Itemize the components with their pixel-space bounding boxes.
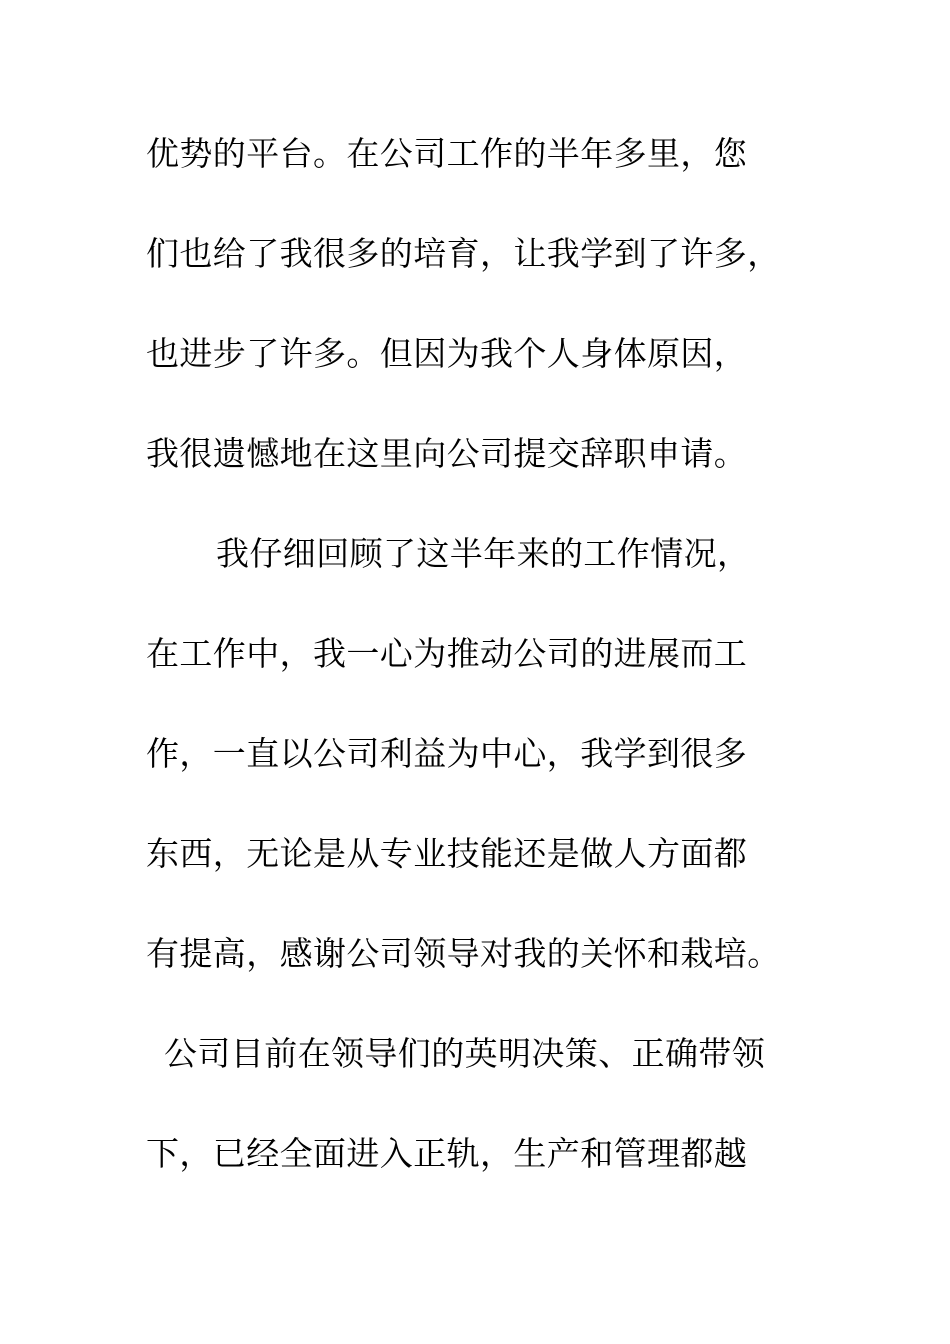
body-text-line-6: 在工作中，我一心为推动公司的进展而工 [146, 634, 748, 673]
body-text-line-9: 有提高，感谢公司领导对我的关怀和栽培。 [146, 934, 781, 973]
body-text-line-3: 也进步了许多。但因为我个人身体原因， [146, 334, 748, 373]
body-text-line-4: 我很遗憾地在这里向公司提交辞职申请。 [146, 434, 748, 473]
body-text-line-10: 公司目前在领导们的英明决策、正确带领 [164, 1034, 766, 1073]
body-text-line-1: 优势的平台。在公司工作的半年多里，您 [146, 134, 748, 173]
body-text-line-2: 们也给了我很多的培育，让我学到了许多， [146, 234, 781, 273]
body-text-line-8: 东西，无论是从专业技能还是做人方面都 [146, 834, 748, 873]
body-text-line-7: 作，一直以公司利益为中心，我学到很多 [146, 734, 748, 773]
body-text-line-11: 下，已经全面进入正轨，生产和管理都越 [146, 1134, 748, 1173]
paragraph-start-line: 我仔细回顾了这半年来的工作情况， [216, 534, 751, 573]
